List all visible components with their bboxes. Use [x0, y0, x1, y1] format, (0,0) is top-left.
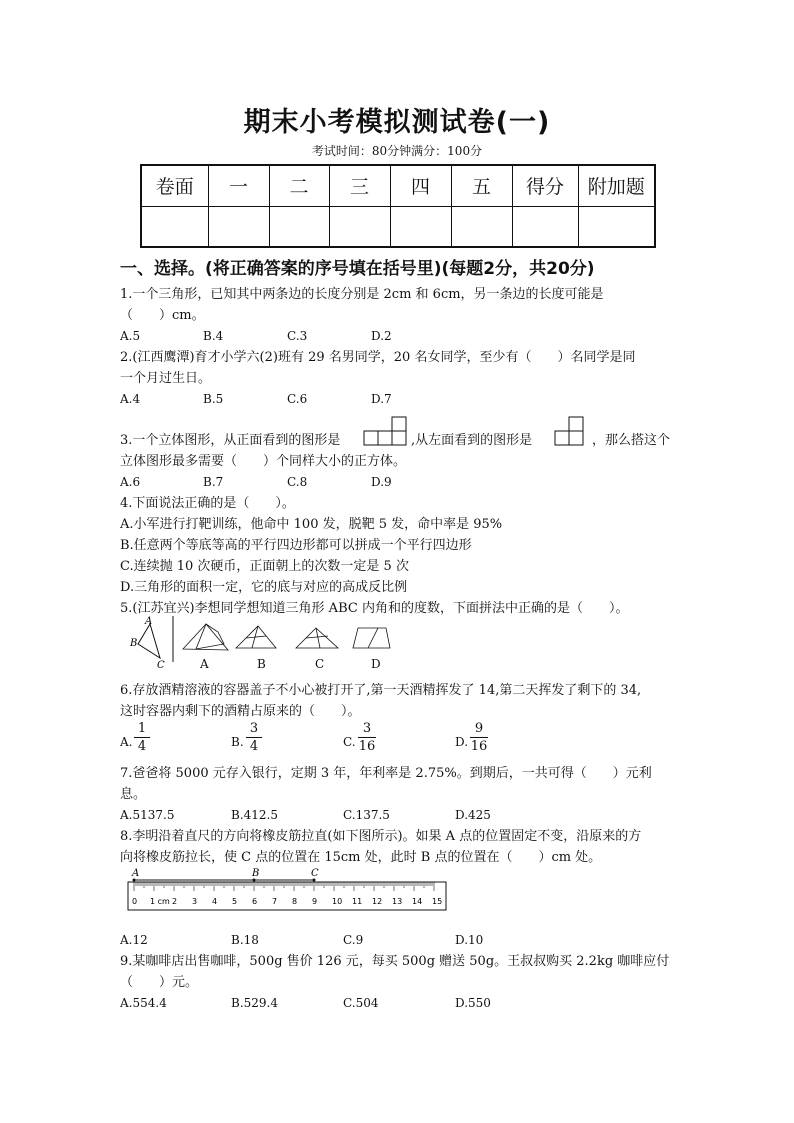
q1-blank: （ ）cm。: [120, 308, 205, 323]
ruler-tick-label: 14: [412, 897, 423, 906]
page-title: 期末小考模拟测试卷(一): [243, 107, 551, 138]
q2-option-a[interactable]: A.4: [120, 392, 141, 406]
denominator: 4: [137, 739, 147, 754]
q6-option-a-letter[interactable]: A.: [120, 735, 133, 749]
score-header-2: 二: [269, 165, 329, 206]
q5-option-a[interactable]: A: [200, 657, 209, 671]
numerator: 9: [470, 721, 488, 738]
ruler-tick-label: 5: [232, 897, 238, 906]
ruler-tick-label: 4: [212, 897, 218, 906]
numerator: 3: [246, 721, 262, 738]
q6-option-b-letter[interactable]: B.: [231, 735, 244, 749]
denominator: 16: [358, 739, 376, 754]
score-cell[interactable]: [390, 206, 451, 247]
tri-label-c: C: [157, 660, 165, 671]
ruler-tick-label: 6: [252, 897, 258, 906]
q7-option-c[interactable]: C.137.5: [343, 808, 390, 822]
q6-text-2: 这时容器内剩下的酒精占原来的（ ）。: [120, 704, 361, 719]
q4-option-b[interactable]: B.任意两个等底等高的平行四边形都可以拼成一个平行四边形: [120, 538, 472, 553]
q7-option-d[interactable]: D.425: [455, 808, 491, 822]
denominator: 16: [470, 739, 488, 754]
ruler-tick-label: 12: [372, 897, 383, 906]
q5-option-c[interactable]: C: [315, 657, 325, 671]
q9-option-b[interactable]: B.529.4: [231, 996, 278, 1010]
score-header-bonus: 附加题: [578, 165, 655, 206]
q9-text: 9.某咖啡店出售咖啡，500g 售价 126 元，每买 500g 赠送 50g。王叔叔购买 2.2kg 咖啡应付: [120, 954, 670, 969]
q6-option-b-fraction: [246, 721, 262, 756]
score-cell[interactable]: [269, 206, 329, 247]
q3-text-1: 3.一个立体图形，从正面看到的图形是: [120, 433, 341, 448]
ruler-tick-label: 3: [192, 897, 198, 906]
score-cell[interactable]: [578, 206, 655, 247]
numerator: 1: [134, 721, 150, 738]
q6-option-c-fraction: [358, 721, 376, 756]
q8-option-c[interactable]: C.9: [343, 933, 364, 947]
q8-option-d[interactable]: D.10: [455, 933, 484, 947]
q8-option-a[interactable]: A.12: [120, 933, 148, 947]
ruler-figure: [126, 864, 452, 914]
ruler-tick-label: 0: [132, 897, 138, 906]
exam-info: 考试时间：80分钟满分：100分: [311, 144, 483, 158]
ruler-point-b: B: [252, 868, 260, 879]
ruler-tick-label: 7: [272, 897, 278, 906]
q2-option-c[interactable]: C.6: [287, 392, 308, 406]
front-view-figure: [362, 415, 410, 447]
q7-text-2: 息。: [120, 787, 147, 802]
section-heading-choice: 一、选择。(将正确答案的序号填在括号里)(每题2分，共20分): [120, 259, 595, 279]
q8-text-2: 向将橡皮筋拉长，使 C 点的位置在 15cm 处，此时 B 点的位置在（ ）cm 处。: [120, 850, 602, 865]
q9-option-d[interactable]: D.550: [455, 996, 491, 1010]
score-cell[interactable]: [329, 206, 390, 247]
q6-text: 6.存放酒精溶液的容器盖子不小心被打开了,第一天酒精挥发了 14,第二天挥发了剩下的 34,: [120, 683, 642, 698]
q5-option-b[interactable]: B: [257, 657, 266, 671]
q1-option-b[interactable]: B.4: [203, 329, 224, 343]
q6-option-d-letter[interactable]: D.: [455, 735, 469, 749]
q9-option-a[interactable]: A.554.4: [120, 996, 167, 1010]
score-header-total: 得分: [512, 165, 578, 206]
q2-text: 2.(江西鹰潭)育才小学六(2)班有 29 名男同学，20 名女同学，至少有（ ）名同学是同: [120, 350, 636, 365]
q9-option-c[interactable]: C.504: [343, 996, 379, 1010]
q8-option-b[interactable]: B.18: [231, 933, 259, 947]
q7-option-b[interactable]: B.412.5: [231, 808, 278, 822]
score-header-5: 五: [451, 165, 512, 206]
score-header-3: 三: [329, 165, 390, 206]
q2-option-d[interactable]: D.7: [371, 392, 392, 406]
q8-text: 8.李明沿着直尺的方向将橡皮筋拉直(如下图所示)。如果 A 点的位置固定不变，沿原来的方: [120, 829, 642, 844]
score-cell[interactable]: [451, 206, 512, 247]
q3-text-3: ，那么搭这个: [592, 433, 671, 448]
score-cell[interactable]: [141, 206, 208, 247]
q4-text: 4.下面说法正确的是（ ）。: [120, 496, 295, 511]
ruler-tick-label: 9: [312, 897, 318, 906]
ruler-tick-label: 8: [292, 897, 298, 906]
q6-option-d-fraction: [470, 721, 488, 756]
ruler-tick-label: 10: [332, 897, 343, 906]
q3-option-d[interactable]: D.9: [371, 475, 392, 489]
q1-option-d[interactable]: D.2: [371, 329, 392, 343]
q1-option-c[interactable]: C.3: [287, 329, 308, 343]
ruler-tick-label: 13: [392, 897, 403, 906]
q9-text-2: （ ）元。: [120, 975, 199, 990]
q1-text: 1.一个三角形，已知其中两条边的长度分别是 2cm 和 6cm，另一条边的长度可能是: [120, 287, 604, 302]
tri-label-b: B: [130, 638, 138, 649]
q5-text: 5.(江苏宜兴)李想同学想知道三角形 ABC 内角和的度数，下面拼法中正确的是（ ）。: [120, 601, 629, 616]
q6-option-a-fraction: [134, 721, 150, 756]
numerator: 3: [358, 721, 376, 738]
q3-text-4: 立体图形最多需要（ ）个同样大小的正方体。: [120, 454, 407, 469]
score-cell[interactable]: [208, 206, 269, 247]
ruler-tick-label: 2: [172, 897, 178, 906]
q3-option-b[interactable]: B.7: [203, 475, 224, 489]
q1-option-a[interactable]: A.5: [120, 329, 141, 343]
ruler-point-a: A: [132, 868, 140, 879]
q3-option-c[interactable]: C.8: [287, 475, 308, 489]
left-view-figure: [553, 415, 587, 447]
score-header-1: 一: [208, 165, 269, 206]
q3-option-a[interactable]: A.6: [120, 475, 141, 489]
ruler-tick-label: 1 cm: [150, 897, 170, 906]
q4-option-d[interactable]: D.三角形的面积一定，它的底与对应的高成反比例: [120, 580, 408, 595]
q2-option-b[interactable]: B.5: [203, 392, 224, 406]
denominator: 4: [249, 739, 259, 754]
q3-text-2: ,从左面看到的图形是: [411, 433, 533, 448]
q4-option-a[interactable]: A.小军进行打靶训练，他命中 100 发，脱靶 5 发，命中率是 95%: [120, 517, 503, 532]
tri-label-a: A: [145, 616, 153, 627]
q5-option-d[interactable]: D: [371, 657, 381, 671]
ruler-point-c: C: [311, 868, 319, 879]
score-table: [140, 164, 656, 248]
score-header-juanmian: 卷面: [141, 165, 208, 206]
ruler-tick-label: 11: [352, 897, 363, 906]
q7-option-a[interactable]: A.5137.5: [120, 808, 175, 822]
q2-text-2: 一个月过生日。: [120, 371, 212, 386]
q6-option-c-letter[interactable]: C.: [343, 735, 356, 749]
score-cell[interactable]: [512, 206, 578, 247]
q4-option-c[interactable]: C.连续抛 10 次硬币，正面朝上的次数一定是 5 次: [120, 559, 409, 574]
ruler-tick-label: 15: [432, 897, 443, 906]
score-header-4: 四: [390, 165, 451, 206]
q7-text: 7.爸爸将 5000 元存入银行，定期 3 年，年利率是 2.75%。到期后，一共可得（ ）元利: [120, 766, 652, 781]
